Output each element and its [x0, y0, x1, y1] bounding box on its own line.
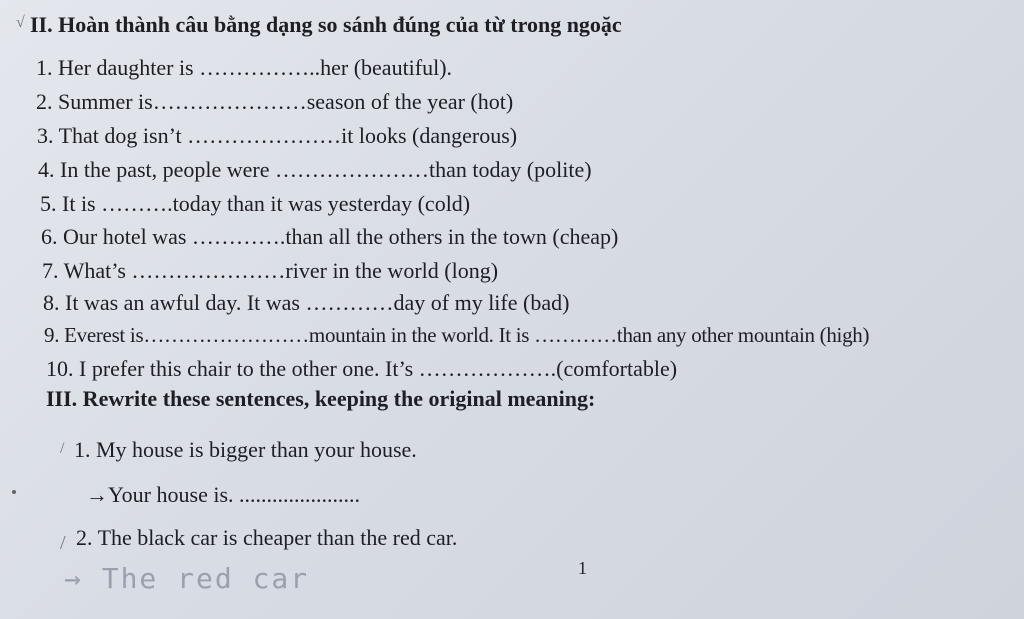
exercise-item-2: 2. Summer is…………………season of the year (hot)	[36, 89, 514, 114]
exercise-item-7: 7. What’s …………………river in the world (long)	[42, 258, 499, 283]
exercise-item-3: 3. That dog isn’t …………………it looks (dangerous)	[37, 123, 518, 148]
tick-mark: /	[60, 440, 65, 457]
page-number: 1	[578, 558, 587, 578]
section-2-heading: II. Hoàn thành câu bằng dạng so sánh đúng của từ trong ngoặc	[30, 12, 622, 37]
rewrite-question-1: 1. My house is bigger than your house.	[74, 437, 417, 462]
rewrite-question-2: 2. The black car is cheaper than the red car.	[76, 525, 458, 550]
exercise-item-6: 6. Our hotel was ………….than all the others in the town (cheap)	[41, 224, 619, 249]
paper-mark	[12, 490, 16, 494]
exercise-item-5: 5. It is ……….today than it was yesterday (cold)	[40, 191, 471, 216]
exercise-item-9: 9. Everest is……………………mountain in the world. It is …………than any other mountain (high)	[44, 323, 870, 347]
exercise-item-4: 4. In the past, people were …………………than today (polite)	[38, 157, 592, 182]
exercise-item-1: 1. Her daughter is ……………..her (beautiful).	[36, 55, 453, 80]
tick-mark: √	[16, 14, 25, 31]
exercise-item-10: 10. I prefer this chair to the other one. It’s ……………….(comfortable)	[46, 356, 678, 381]
handwritten-answer-2: → The red car	[64, 562, 310, 595]
rewrite-answer-1: →Your house is. ......................	[86, 482, 361, 507]
section-3-heading: III. Rewrite these sentences, keeping the original meaning:	[46, 386, 596, 411]
exercise-item-8: 8. It was an awful day. It was …………day of my life (bad)	[43, 290, 570, 315]
tick-mark: /	[60, 532, 66, 554]
